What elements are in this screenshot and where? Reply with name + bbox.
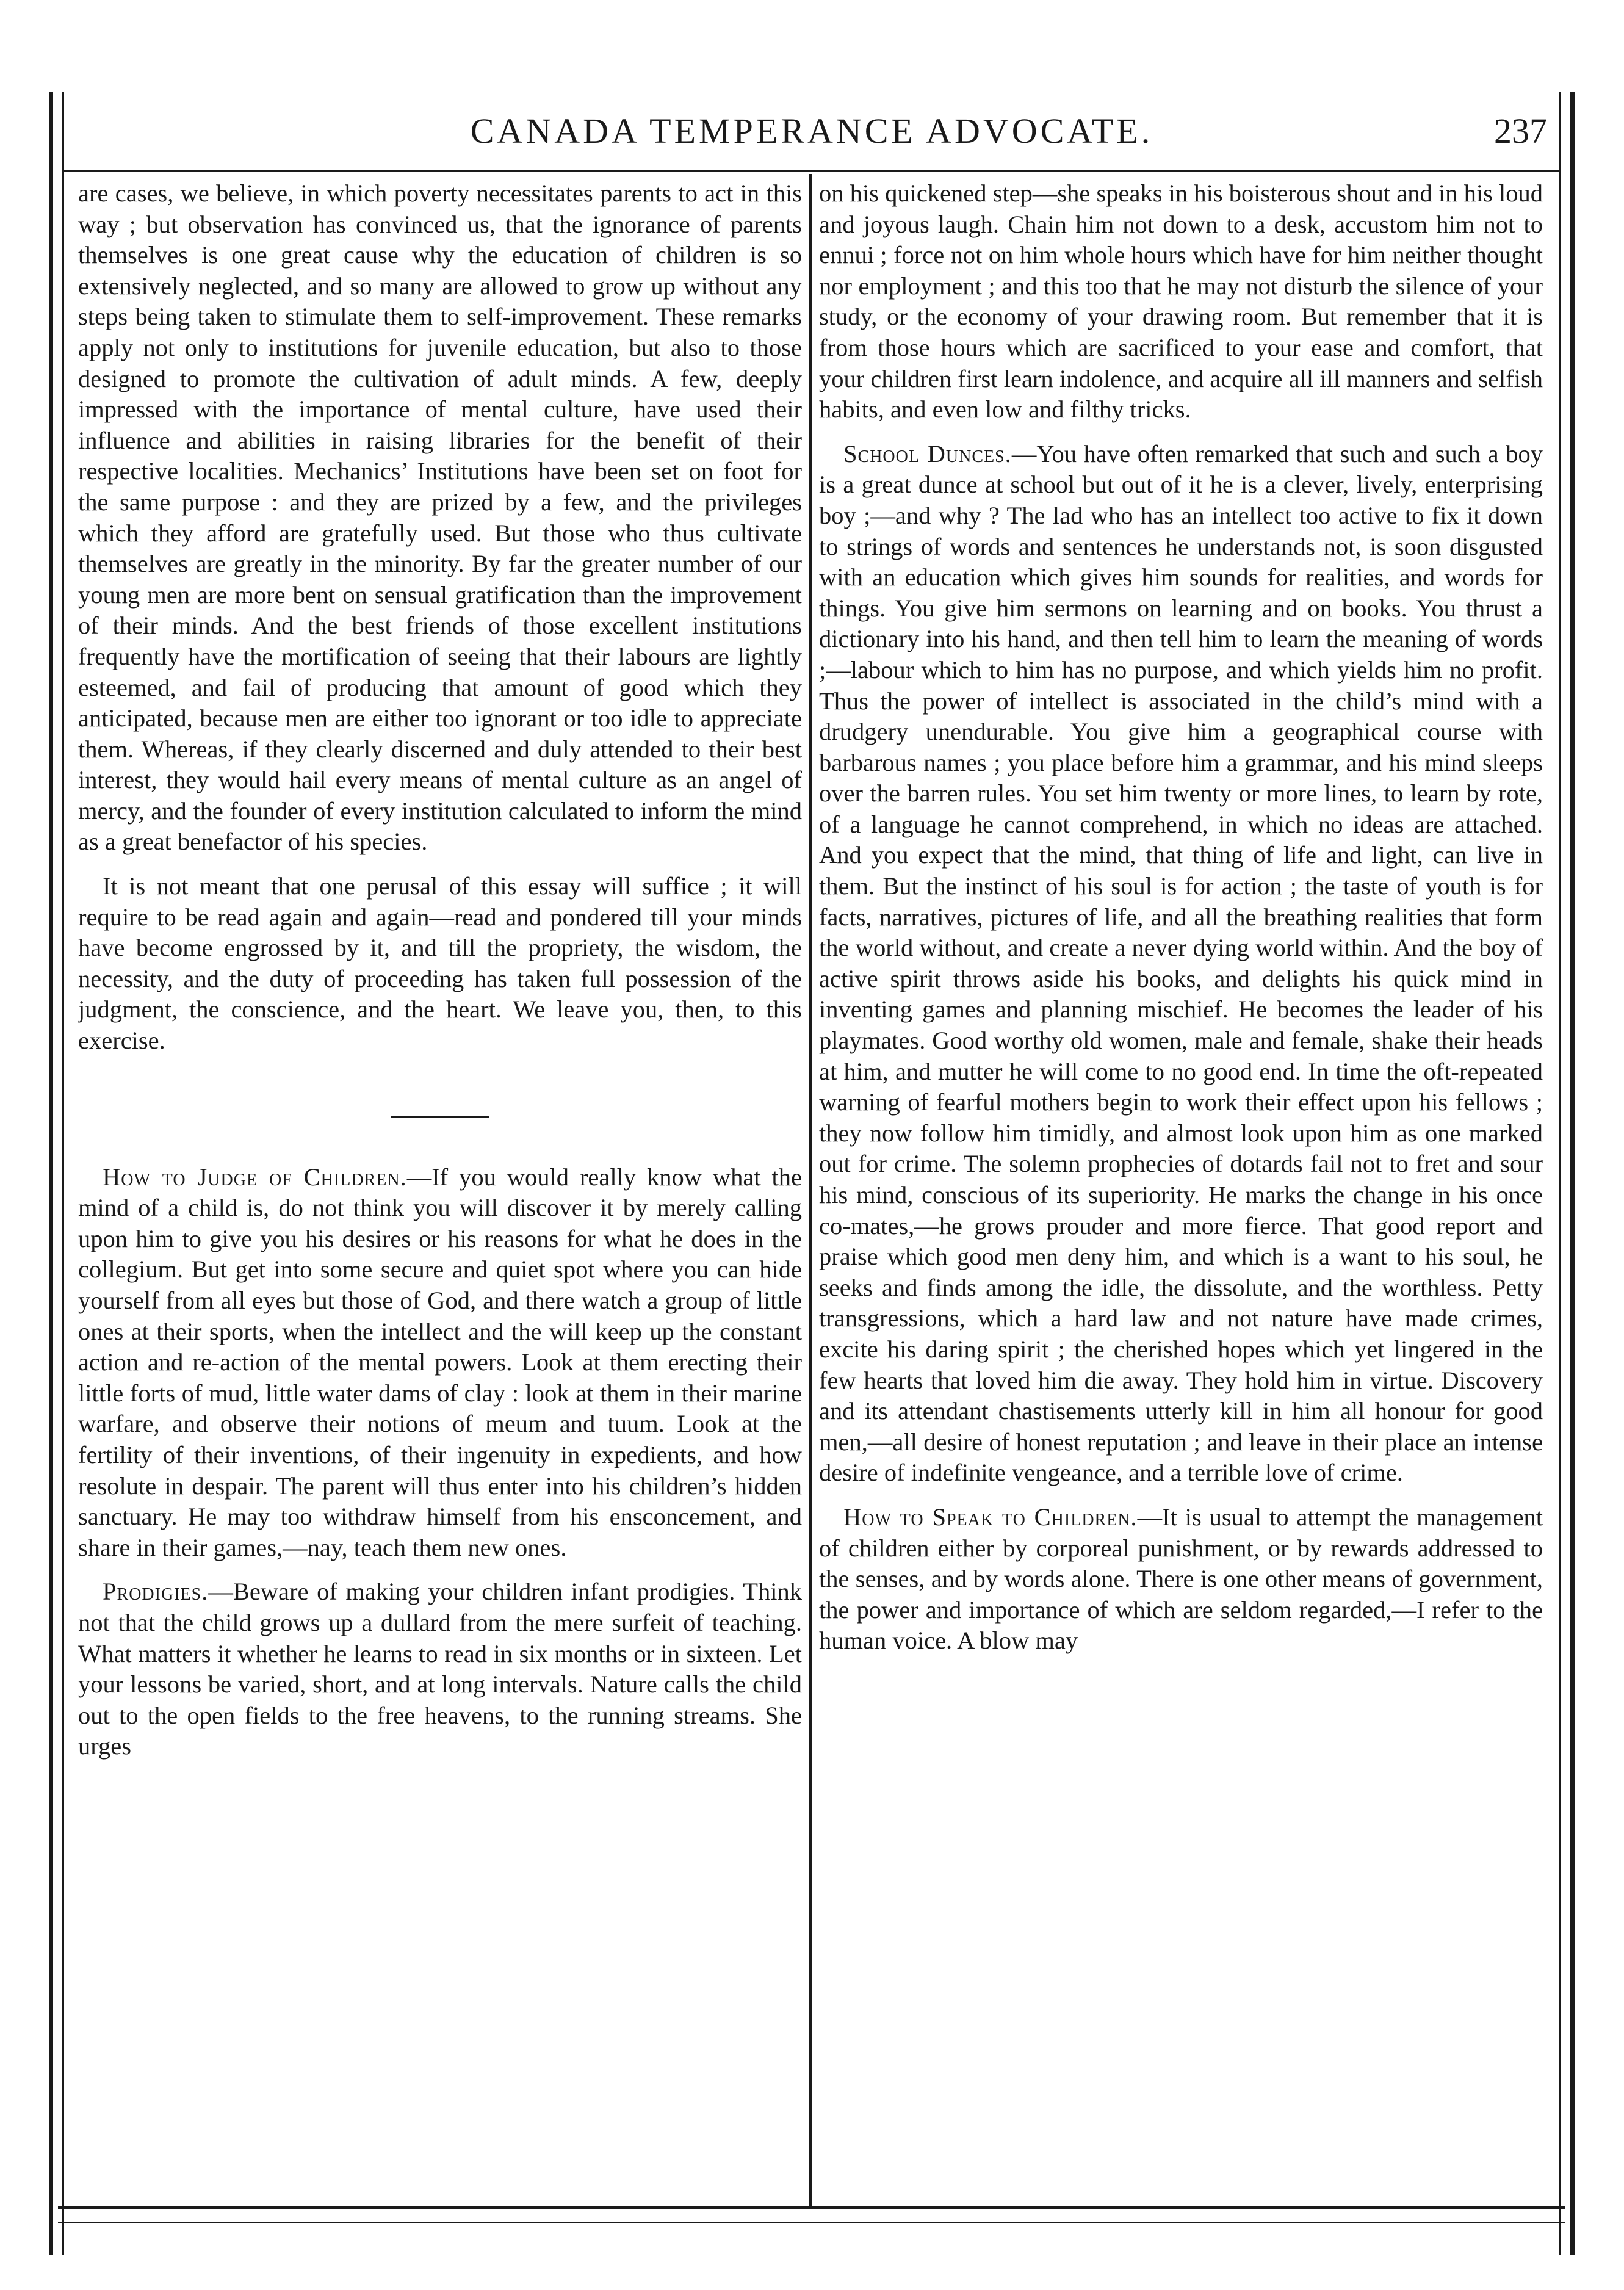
left-paragraph-3 xyxy=(78,1162,802,1564)
left-column xyxy=(78,178,802,2202)
section-heading-prodigies: Prodigies. xyxy=(103,1578,209,1606)
section-heading-speak-children: How to Speak to Children. xyxy=(843,1503,1138,1531)
left-paragraph-4 xyxy=(78,1577,802,1762)
left-paragraph-1: are cases, we believe, in which poverty necessitates parents to act in this way ; but observation has convinced us, that the ignorance of parents themselves is one great cause why the education of children is so extensively neglected, and so many are allowed to grow up without any steps being taken to stimulate them to self-improvement. These remarks apply not only to institutions for juvenile education, but also to those designed to promote the cultivation of adult minds. A few, deeply impressed with the importance of mental culture, have used their influence and abilities in raising libraries for the benefit of their respective localities. Mechanics’ Institutions have been set on foot for the same purpose : and they are prized by a few, and the privileges which they afford are gratefully used. But those who thus cultivate themselves are greatly in the minority. By far the greater number of our young men are more bent on sensual gratification than the improvement of their minds. And the best friends of those excellent institutions frequently have the mortification of seeing that their labours are lightly esteemed, and fail of producing that amount of good which they anticipated, because men are either too ignorant or too idle to appreciate them. Whereas, if they clearly discerned and duly attended to their best interest, they would hail every means of mental culture as an angel of mercy, and the founder of every institution calculated to inform the mind as a great benefactor of his species. xyxy=(78,179,802,856)
section-heading-judge-children: How to Judge of Children. xyxy=(103,1163,407,1191)
left-paragraph-3-body: —If you would really know what the mind of a child is, do not think you will discover it by merely calling upon him to give you his desires or his reasons for what he does in the collegium. But get into some secure and quiet spot where you can hide yourself from all eyes but those of God, and there watch a group of little ones at their sports, when the intellect and the will keep up the constant action and re-action of the mental powers. Look at them erecting their little forts of mud, little water dams of clay : look at them in their marine warfare, and observe their notions of meum and tuum. Look at the fertility of their inventions, of their ingenuity in expedients, and how resolute in despair. The parent will thus enter into his children’s hidden sanctuary. He may too withdraw himself from his ensconcement, and share in their games,—nay, teach them new ones. xyxy=(78,1163,802,1561)
footer-rule xyxy=(58,2206,1565,2209)
section-heading-school-dunces: School Dunces. xyxy=(843,439,1012,468)
right-paragraph-2 xyxy=(819,439,1543,1489)
right-paragraph-1: on his quickened step—she speaks in his boisterous shout and in his loud and joyous laugh. Chain him not down to a desk, accustom him not to ennui ; force not on him whole hours which have for him neither thought nor employment ; and this too that he may not disturb the silence of your study, or the economy of your drawing room. But remember that it is from those hours which are sacrificed to your ease and comfort, that your children first learn indolence, and acquire all ill manners and selfish habits, and even low and filthy tricks. xyxy=(819,179,1543,424)
column-rule xyxy=(809,174,812,2206)
running-header xyxy=(64,107,1559,174)
right-paragraph-2-body: —You have often remarked that such and such a boy is a great dunce at school but out of it he is a clever, lively, enterprising boy ;—and why ? The lad who has an intellect too active to fix it down to strings of words and sentences he understands not, is soon disgusted with an education which gives him sounds for realities, and words for things. You give him sermons on learning and on books. You thrust a dictionary into his hand, and then tell him to learn the meaning of words ;—labour which to him has no purpose, and which yields him no profit. Thus the power of intellect is associated in the child’s mind with a drudgery unendurable. You give him a geographical course with barbarous names ; you place before him a grammar, and his mind sleeps over the barren rules. You set him twenty or more lines, to learn by rote, of a language he cannot comprehend, in which no ideas are attached. And you expect that the mind, that thing of life and light, can live in them. But the instinct of his soul is for action ; the taste of youth is for facts, narratives, pictures of life, and all the breathing realities that form the world without, and create a never dying world within. And the boy of active spirit throws aside his books, and delights his quick mind in inventing games and planning mischief. He becomes the leader of his playmates. Good worthy old women, male and female, shake their heads at him, and mutter he will come to no good end. In time the oft-repeated warning of fearful mothers begin to work their effect upon his fellows ; they now follow him timidly, and almost look upon him as one marked out for crime. The solemn prophecies of dotards fail not to fret and sour his mind, conscious of its superiority. He marks the change in his once co-mates,—he grows prouder and more fierce. That good report and praise which good men deny him, and which is a want to his soul, he seeks and finds among the idle, the dissolute, and the worthless. Petty transgressions, which a hard law and not nature have made crimes, excite his daring spirit ; the cherished hopes which yet lingered in the few hearts that loved him die away. They hold him in virtue. Discovery and its attendant chastisements utterly kill in him all honour for good men,—all desire of honest reputation ; and leave in their place an intense desire of indefinite vengeance, and a terrible love of crime. xyxy=(819,439,1543,1487)
header-rule xyxy=(64,170,1559,172)
page-number: 237 xyxy=(1494,111,1547,151)
frame-inner-left-rule xyxy=(62,92,64,2255)
right-column xyxy=(819,178,1543,2202)
right-paragraph-3-body: —It is usual to attempt the management of children either by corporeal punishment, or by rewards addressed to the senses, and by words alone. There is one other means of government, the power and importance of which are seldom regarded,—I refer to the human voice. A blow may xyxy=(819,1503,1543,1655)
section-separator xyxy=(391,1116,489,1118)
left-paragraph-2: It is not meant that one perusal of this essay will suffice ; it will require to be read again and again—read and pondered till your minds have become engrossed by it, and till the propriety, the wisdom, the necessity, and the duty of proceeding has taken full possession of the judgment, the conscience, and the heart. We leave you, then, to this exercise. xyxy=(78,872,802,1055)
footer-rule-secondary xyxy=(58,2222,1565,2223)
right-paragraph-3 xyxy=(819,1502,1543,1656)
journal-title: CANADA TEMPERANCE ADVOCATE. xyxy=(470,111,1153,151)
frame-inner-right-rule xyxy=(1559,92,1561,2255)
left-paragraph-4-body: —Beware of making your children infant prodigies. Think not that the child grows up a dullard from the mere surfeit of teaching. What matters it whether he learns to read in six months or in sixteen. Let your lessons be varied, short, and at long intervals. Nature calls the child out to the open fields to the free heavens, to the running streams. She urges xyxy=(78,1578,802,1760)
